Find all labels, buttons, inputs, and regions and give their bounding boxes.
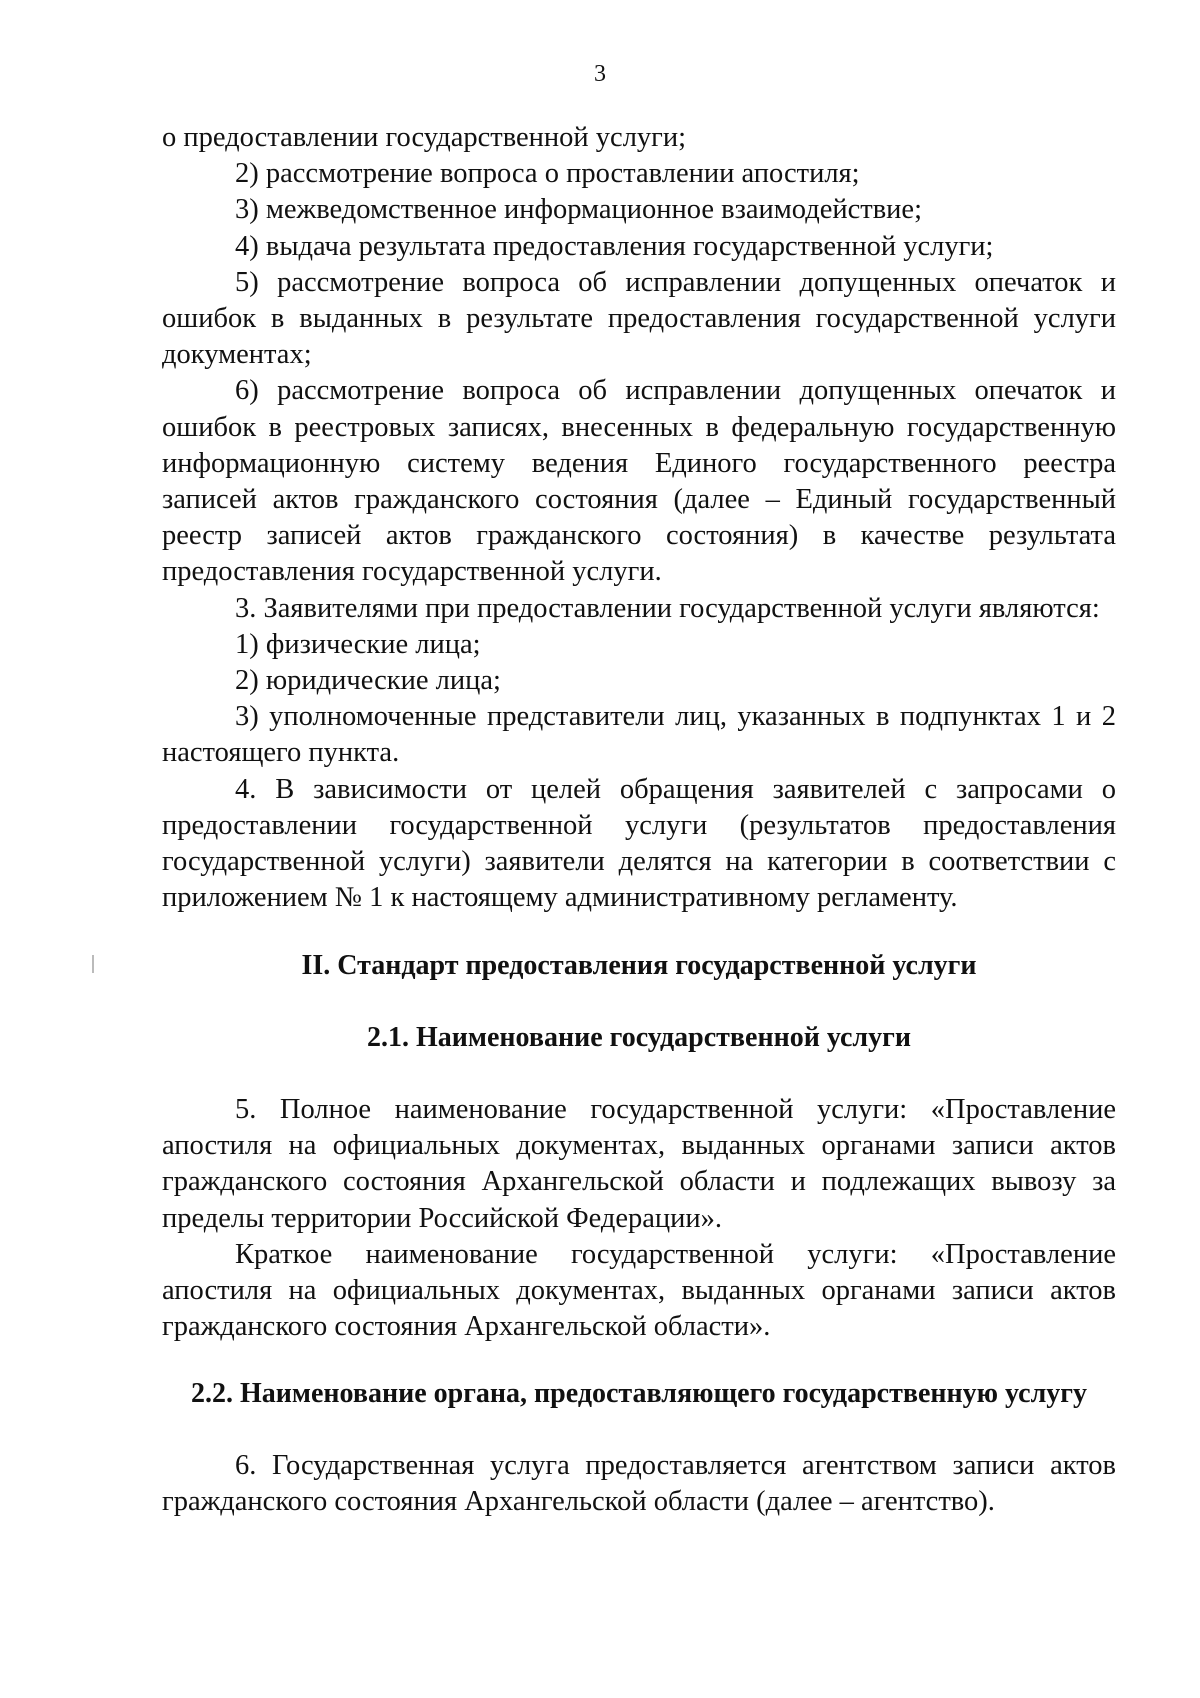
subsection-heading: 2.1. Наименование государственной услуги	[367, 1022, 911, 1053]
paragraph: 3) уполномоченные представители лиц, указанных в подпунктах 1 и 2 настоящего пункта.	[162, 701, 1116, 769]
subsection-heading: 2.2. Наименование органа, предоставляющего государственную услугу	[190, 1378, 1088, 1409]
paragraph: Краткое наименование государственной услуги: «Проставление апостиля на официальных документах, выданных органами записи актов гражданского состояния Архангельской области».	[162, 1238, 1116, 1343]
paragraph: о предоставлении государственной услуги;	[162, 122, 687, 153]
paragraph: 6. Государственная услуга предоставляется агентством записи актов гражданского состояния Архангельской области (далее – агентство).	[162, 1450, 1116, 1518]
margin-mark	[92, 955, 94, 973]
intro-text-block	[162, 120, 1116, 916]
section-heading: II. Стандарт предоставления государственной услуги	[301, 950, 977, 981]
authority-text-block	[162, 1448, 1116, 1520]
paragraph: 3. Заявителями при предоставлении государственной услуги являются:	[235, 592, 1100, 624]
section-heading-block	[162, 948, 1116, 984]
page-number: 3	[594, 61, 606, 87]
paragraph: 5) рассмотрение вопроса об исправлении допущенных опечаток и ошибок в выданных в результате предоставления государственной услуги документах;	[162, 266, 1116, 371]
paragraph: 5. Полное наименование государственной услуги: «Проставление апостиля на официальных документах, выданных органами записи актов гражданского состояния Архангельской области и подлежащих вывозу за пределы территории Российской Федерации».	[162, 1094, 1116, 1234]
subsection-heading-block	[162, 1376, 1116, 1412]
paragraph: 2) рассмотрение вопроса о проставлении апостиля;	[235, 158, 860, 190]
paragraph: 1) физические лица;	[235, 628, 481, 660]
paragraph: 2) юридические лица;	[235, 665, 501, 697]
paragraph: 6) рассмотрение вопроса об исправлении допущенных опечаток и ошибок в реестровых записях, внесенных в федеральную государственную информационную систему ведения Единого государственного реестра записей актов гражданского состояния (далее – Единый государственный реестр записей актов гражданского состояния) в качестве результата предоставления государственной услуги.	[162, 375, 1116, 588]
service-name-text-block	[162, 1092, 1116, 1345]
paragraph: 4) выдача результата предоставления государственной услуги;	[235, 230, 994, 262]
paragraph: 3) межведомственное информационное взаимодействие;	[235, 194, 922, 226]
subsection-heading-block	[162, 1020, 1116, 1056]
paragraph: 4. В зависимости от целей обращения заявителей с запросами о предоставлении государственной услуги (результатов предоставления государственной услуги) заявители делятся на категории в соответствии с приложением № 1 к настоящему административному регламенту.	[162, 773, 1116, 914]
